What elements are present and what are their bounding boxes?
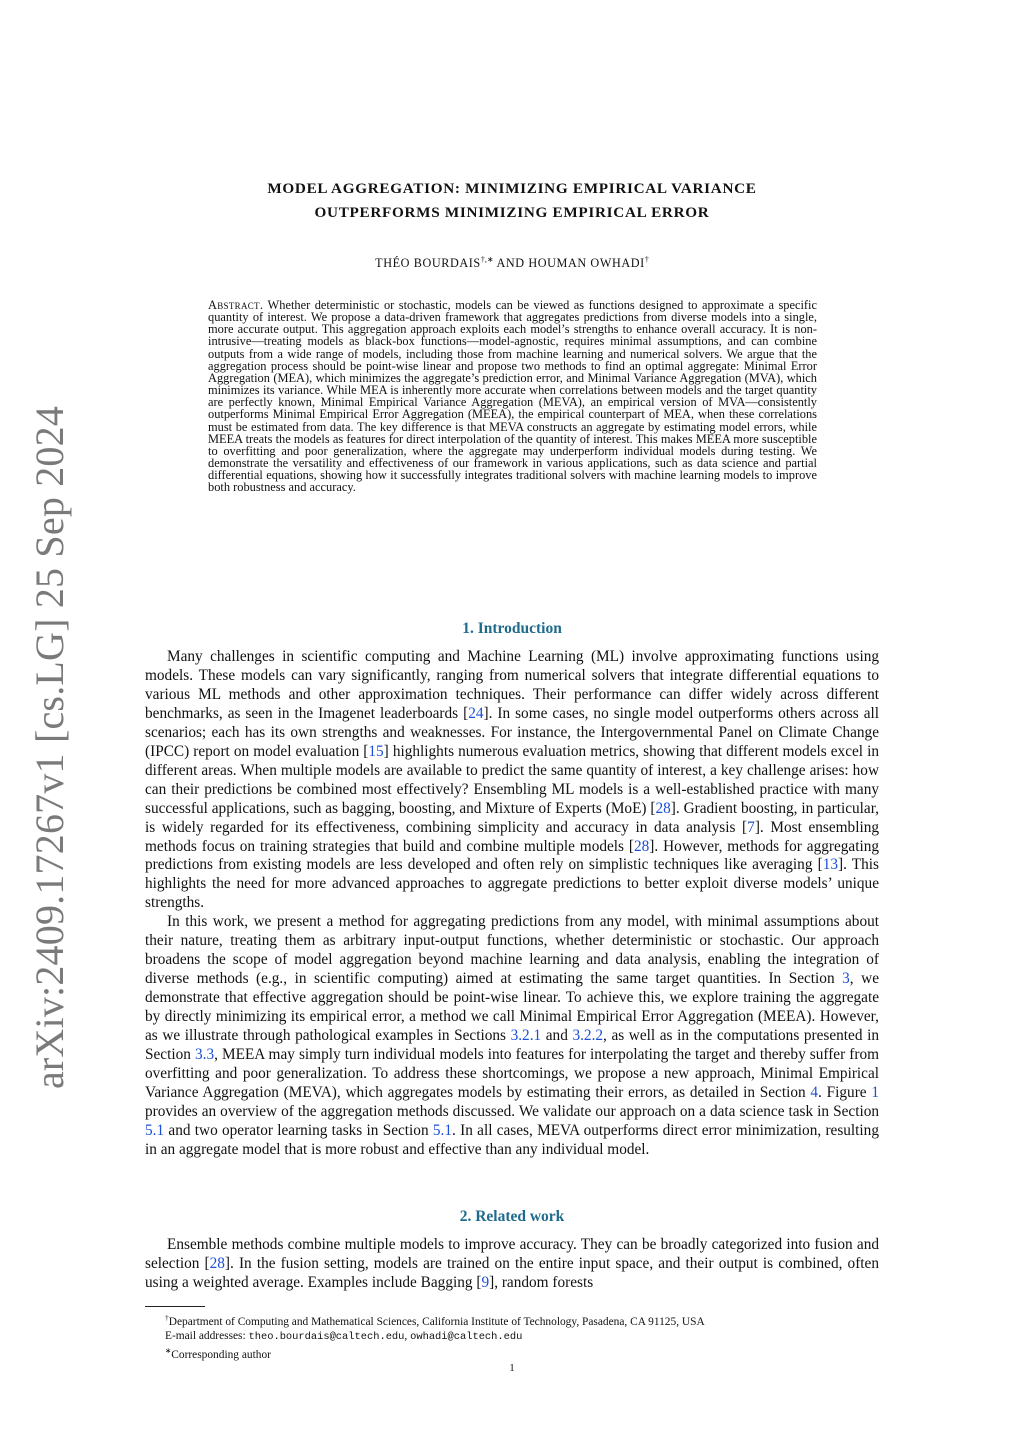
- introduction-paragraph-2: In this work, we present a method for aggregating predictions from any model, with minimal assumptions about their nature, treating them as arbitrary input-output functions, whether deterministic or stochastic. Our approach broadens the scope of model aggregation beyond machine learning and data analysis, enabling the integration of diverse methods (e.g., in scientific computing) aimed at estimating the same target quantities. In Section 3, we demonstrate that effective aggregation should be point-wise linear. To achieve this, we explore training the aggregate by directly minimizing its empirical error, a method we call Minimal Empirical Error Aggregation (MEEA). However, as we illustrate through pathological examples in Sections 3.2.1 and 3.2.2, as well as in the computations presented in Section 3.3, MEEA may simply turn individual models into features for interpolating the target and thereby suffer from overfitting and poor generalization. To address these shortcomings, we propose a new approach, Minimal Empirical Variance Aggregation (MEVA), which aggregates models by estimating their errors, as detailed in Section 4. Figure 1 provides an overview of the aggregation methods discussed. We validate our approach on a data science task in Section 5.1 and two operator learning tasks in Section 5.1. In all cases, MEVA outperforms direct error minimization, resulting in an aggregate model that is more robust and effective than any individual model.: [145, 913, 879, 1158]
- citation-link[interactable]: 28: [655, 799, 671, 817]
- citation-link[interactable]: 24: [468, 704, 484, 722]
- footnote-affiliation: †Department of Computing and Mathematical Sciences, California Institute of Technology, Pasadena, CA 91125, USA: [165, 1313, 705, 1328]
- email-link-bourdais[interactable]: theo.bourdais@caltech.edu: [248, 1330, 405, 1343]
- author-conjunction: AND: [493, 256, 529, 271]
- section-reference-link[interactable]: 5.1: [432, 1121, 453, 1139]
- abstract-text: Whether deterministic or stochastic, models can be viewed as functions designed to approximate a specific quantity of interest. We propose a data-driven framework that aggregates predictions from diverse models into a single, more accurate output. This aggregation approach exploits each model’s strengths to enhance overall accuracy. It is non-intrusive—treating models as black-box functions—model-agnostic, requires minimal assumptions, and can combine outputs from a wide range of models, including those from machine learning and numerical solvers. We argue that the aggregation process should be point-wise linear and propose two methods to find an optimal aggregate: Minimal Error Aggregation (MEA), which minimizes the aggregate’s prediction error, and Minimal Variance Aggregation (MVA), which minimizes its variance. While MEA is inherently more accurate when correlations between models and the target quantity are perfectly known, Minimal Empirical Variance Aggregation (MEVA), an empirical version of MVA—consistently outperforms Minimal Empirical Error Aggregation (MEEA), the empirical counterpart of MEA, when these correlations must be estimated from data. The key difference is that MEVA constructs an aggregate by estimating model errors, while MEEA treats the models as features for direct interpolation of the quantity of interest. This makes MEEA more susceptible to overfitting and poor generalization, where the aggregate may underperform individual models during testing. We demonstrate the versatility and effectiveness of our framework in various applications, such as data science and partial differential equations, showing how it successfully integrates traditional solvers with machine learning models to improve both robustness and accuracy.: [208, 298, 817, 495]
- title-line-1: MODEL AGGREGATION: MINIMIZING EMPIRICAL VARIANCE: [267, 180, 757, 197]
- author-1-affiliation-marks: †,∗: [480, 255, 494, 264]
- arxiv-identifier-stamp: arXiv:2409.17267v1 [cs.LG] 25 Sep 2024: [27, 405, 73, 1089]
- author-line: [145, 255, 879, 271]
- author-2-affiliation-mark: †: [644, 255, 649, 264]
- section-heading-related-work: 2. Related work: [459, 1208, 565, 1225]
- footnote-corresponding-author: ∗Corresponding author: [165, 1345, 271, 1361]
- citation-link[interactable]: 13: [822, 856, 839, 874]
- footnotes: [165, 1311, 879, 1362]
- citation-link[interactable]: 28: [634, 837, 650, 855]
- introduction-paragraph-1: Many challenges in scientific computing and Machine Learning (ML) involve approximating functions using models. These models can vary significantly, ranging from numerical solvers that integrate differential equations to various ML methods and other approximation techniques. Their performance can differ widely across different benchmarks, as seen in the Imagenet leaderboards [24]. In some cases, no single model outperforms others across all scenarios; each has its own strengths and weaknesses. For instance, the Intergovernmental Panel on Climate Change (IPCC) report on model evaluation [15] highlights numerous evaluation metrics, showing that different models excel in different areas. When multiple models are available to predict the same quantity of interest, a key challenge arises: how can their predictions be combined most effectively? Ensembling ML models is a well-established practice with many successful applications, such as bagging, boosting, and Mixture of Experts (MoE) [28]. Gradient boosting, in particular, is widely regarded for its effectiveness, combining simplicity and accuracy in data analysis [7]. Most ensembling methods focus on training strategies that build and combine multiple models [28]. However, methods for aggregating predictions from existing models are less developed and often rely on simplistic techniques like averaging [13]. This highlights the need for more advanced approaches to aggregate predictions to better exploit diverse models’ unique strengths.: [145, 648, 880, 912]
- email-link-owhadi[interactable]: owhadi@caltech.edu: [410, 1330, 523, 1343]
- section-reference-link[interactable]: 3.3: [194, 1046, 215, 1064]
- figure-reference-link[interactable]: 1: [871, 1083, 879, 1101]
- related-work-paragraph-1: Ensemble methods combine multiple models to improve accuracy. They can be broadly categorized into fusion and selection [28]. In the fusion setting, models are trained on the entire input space, and their output is combined, often using a weighted average. Examples include Bagging [9], random forests: [145, 1236, 879, 1291]
- citation-link[interactable]: 15: [368, 742, 384, 760]
- section-reference-link[interactable]: 3.2.2: [572, 1027, 604, 1045]
- title-line-2: OUTPERFORMS MINIMIZING EMPIRICAL ERROR: [314, 204, 710, 221]
- section-reference-link[interactable]: 5.1: [145, 1121, 165, 1139]
- section-heading-introduction: 1. Introduction: [462, 620, 562, 637]
- citation-link[interactable]: 9: [481, 1273, 490, 1291]
- paper-title: [145, 177, 879, 225]
- page-number: 1: [509, 1362, 515, 1374]
- footnote-emails: E-mail addresses: theo.bourdais@caltech.edu, owhadi@caltech.edu: [165, 1329, 523, 1343]
- citation-link[interactable]: 28: [209, 1254, 225, 1272]
- section-reference-link[interactable]: 3.2.1: [510, 1027, 542, 1045]
- section-reference-link[interactable]: 4: [810, 1083, 819, 1101]
- citation-link[interactable]: 7: [747, 818, 755, 836]
- abstract: [208, 299, 817, 494]
- abstract-label: Abstract.: [208, 298, 264, 312]
- author-1: THÉO BOURDAIS: [375, 256, 481, 271]
- introduction-body: [145, 648, 879, 1160]
- author-2: HOUMAN OWHADI: [528, 256, 645, 271]
- section-reference-link[interactable]: 3: [842, 970, 850, 988]
- related-work-body: [145, 1236, 879, 1293]
- footnote-divider: [145, 1306, 205, 1307]
